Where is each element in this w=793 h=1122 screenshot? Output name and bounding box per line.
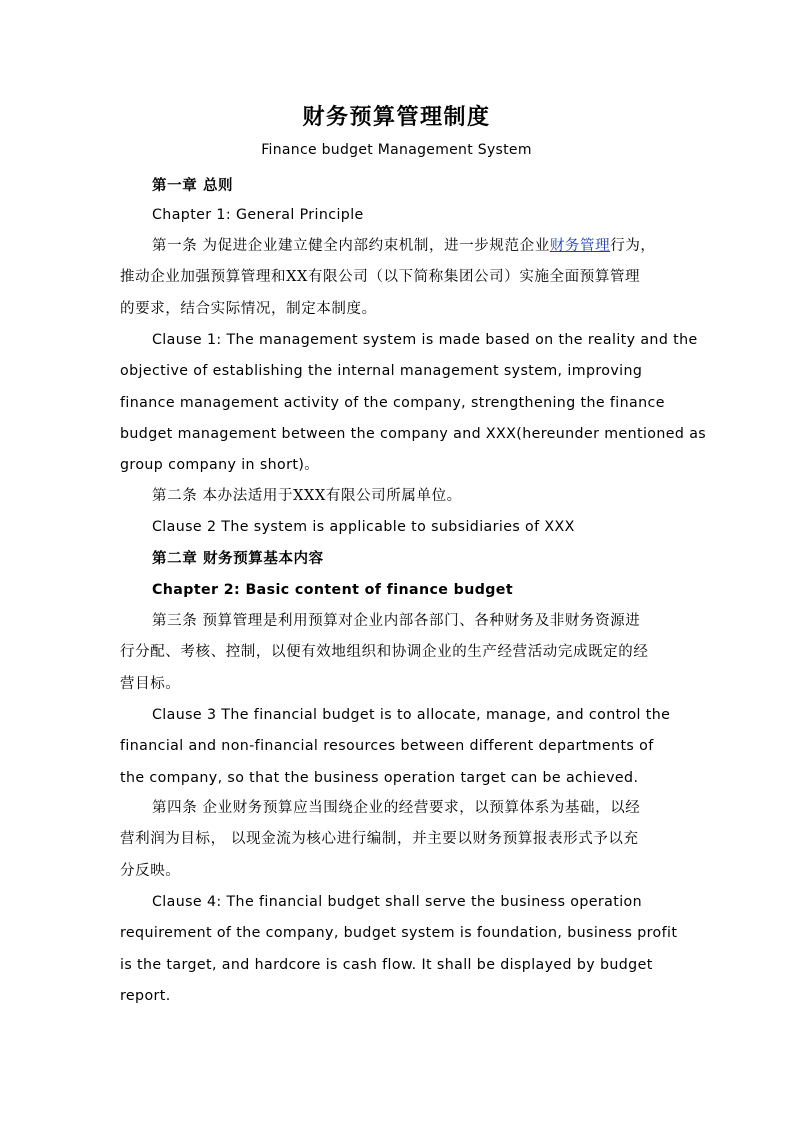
article3-paragraph <box>120 606 675 700</box>
chapter1-heading-en: Chapter 1: General Principle <box>152 207 364 223</box>
article3-line1: 第三条 预算管理是利用预算对企业内部各部门、各种财务及非财务资源进 <box>152 613 641 629</box>
clause1-line1: Clause 1: The management system is made based on the reality and the <box>152 332 698 348</box>
article4-line3: 分反映。 <box>120 862 181 879</box>
article1-text-after-link: 行为， <box>610 238 656 254</box>
clause4-paragraph <box>120 887 678 1012</box>
article4-paragraph <box>120 793 675 887</box>
chapter2-heading-en: Chapter 2: Basic content of finance budget <box>152 582 514 598</box>
clause3-paragraph <box>120 700 675 794</box>
article2-paragraph: 第二条 本办法适用于XXX有限公司所属单位。 <box>152 488 462 504</box>
clause1-line5: group company in short)。 <box>120 457 319 474</box>
clause1-paragraph <box>120 325 707 481</box>
clause1-line3: finance management activity of the company, strengthening the finance <box>120 394 665 411</box>
clause4-line2: requirement of the company, budget system is foundation, business profit <box>120 925 678 942</box>
clause4-line4: report. <box>120 987 171 1004</box>
clause3-line1: Clause 3 The financial budget is to allocate, manage, and control the <box>152 707 671 723</box>
chapter1-heading-cn: 第一章 总则 <box>152 177 234 194</box>
clause3-line2: financial and non-financial resources between different departments of <box>120 738 654 755</box>
article3-line3: 营目标。 <box>120 675 181 692</box>
clause1-line2: objective of establishing the internal management system, improving <box>120 363 643 380</box>
clause1-line4: budget management between the company and XXX(hereunder mentioned as <box>120 425 707 442</box>
article1-paragraph <box>120 231 675 325</box>
article1-line1 <box>120 231 675 262</box>
finance-management-link[interactable]: 财务管理 <box>549 238 611 254</box>
clause4-line3: is the target, and hardcore is cash flow. It shall be displayed by budget <box>120 956 653 973</box>
document-subtitle: Finance budget Management System <box>261 142 532 158</box>
clause2-paragraph: Clause 2 The system is applicable to subsidiaries of XXX <box>152 519 575 535</box>
document-title: 财务预算管理制度 <box>302 104 491 130</box>
article1-text-before-link: 第一条 为促进企业建立健全内部约束机制，进一步规范企业 <box>152 238 550 254</box>
article3-line2: 行分配、考核、控制，以便有效地组织和协调企业的生产经营活动完成既定的经 <box>120 644 649 661</box>
chapter2-heading-cn: 第二章 财务预算基本内容 <box>152 550 324 567</box>
clause4-line1: Clause 4: The financial budget shall serve the business operation <box>152 894 643 910</box>
article4-line2: 营利润为目标， 以现金流为核心进行编制，并主要以财务预算报表形式予以充 <box>120 831 639 848</box>
article4-line1: 第四条 企业财务预算应当围绕企业的经营要求，以预算体系为基础，以经 <box>152 800 641 816</box>
clause3-line3: the company, so that the business operation target can be achieved. <box>120 769 639 786</box>
article1-line3: 的要求，结合实际情况，制定本制度。 <box>120 300 377 317</box>
article1-line2: 推动企业加强预算管理和XX有限公司（以下简称集团公司）实施全面预算管理 <box>120 269 641 286</box>
